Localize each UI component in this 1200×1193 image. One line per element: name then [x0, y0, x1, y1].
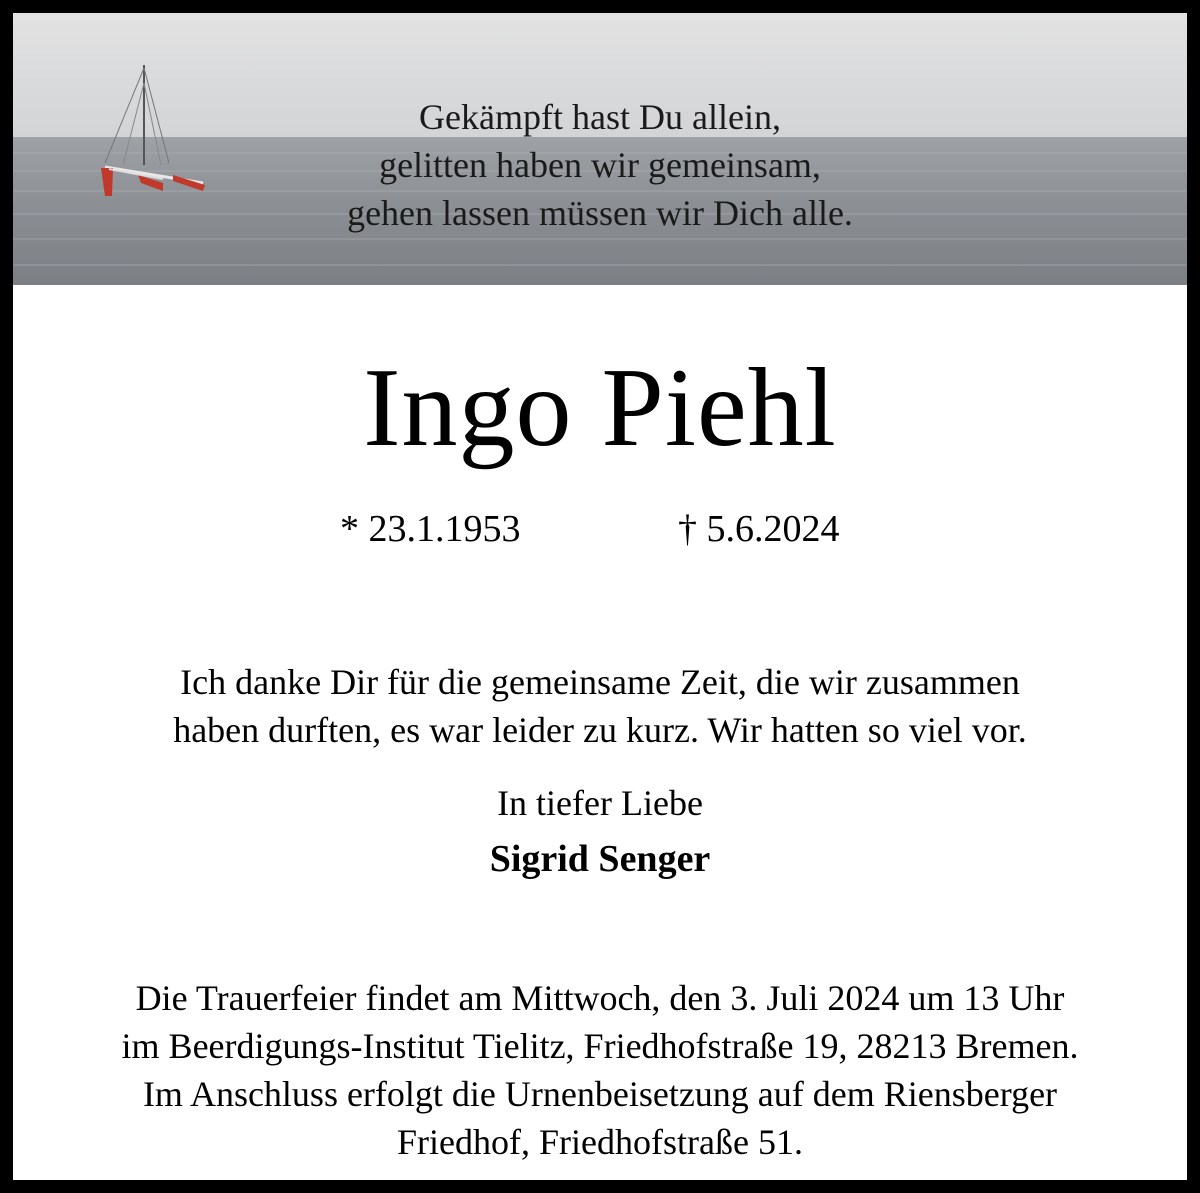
- motto-line: Gekämpft hast Du allein,: [419, 97, 781, 137]
- motto-verse: [13, 93, 1187, 237]
- birth-date: * 23.1.1953: [340, 508, 521, 550]
- funeral-line: Friedhof, Friedhofstraße 51.: [397, 1122, 803, 1162]
- motto-line: gelitten haben wir gemeinsam,: [379, 145, 821, 185]
- message-line: Ich danke Dir für die gemeinsame Zeit, die wir zusammen: [180, 662, 1020, 702]
- personal-message: [13, 658, 1187, 754]
- death-date: † 5.6.2024: [678, 508, 840, 550]
- motto-line: gehen lassen müssen wir Dich alle.: [347, 193, 853, 233]
- funeral-line: im Beerdigungs-Institut Tielitz, Friedhofstraße 19, 28213 Bremen.: [121, 1026, 1079, 1066]
- signer-name: Sigrid Senger: [489, 838, 711, 880]
- sea-banner: [13, 13, 1187, 285]
- funeral-line: Die Trauerfeier findet am Mittwoch, den 3. Juli 2024 um 13 Uhr: [135, 978, 1065, 1018]
- closing-phrase: In tiefer Liebe: [497, 783, 703, 823]
- deceased-name: Ingo Piehl: [363, 346, 837, 470]
- message-line: haben durften, es war leider zu kurz. Wir hatten so viel vor.: [173, 710, 1027, 750]
- funeral-line: Im Anschluss erfolgt die Urnenbeisetzung auf dem Riensberger: [142, 1074, 1058, 1114]
- funeral-details: [13, 974, 1187, 1166]
